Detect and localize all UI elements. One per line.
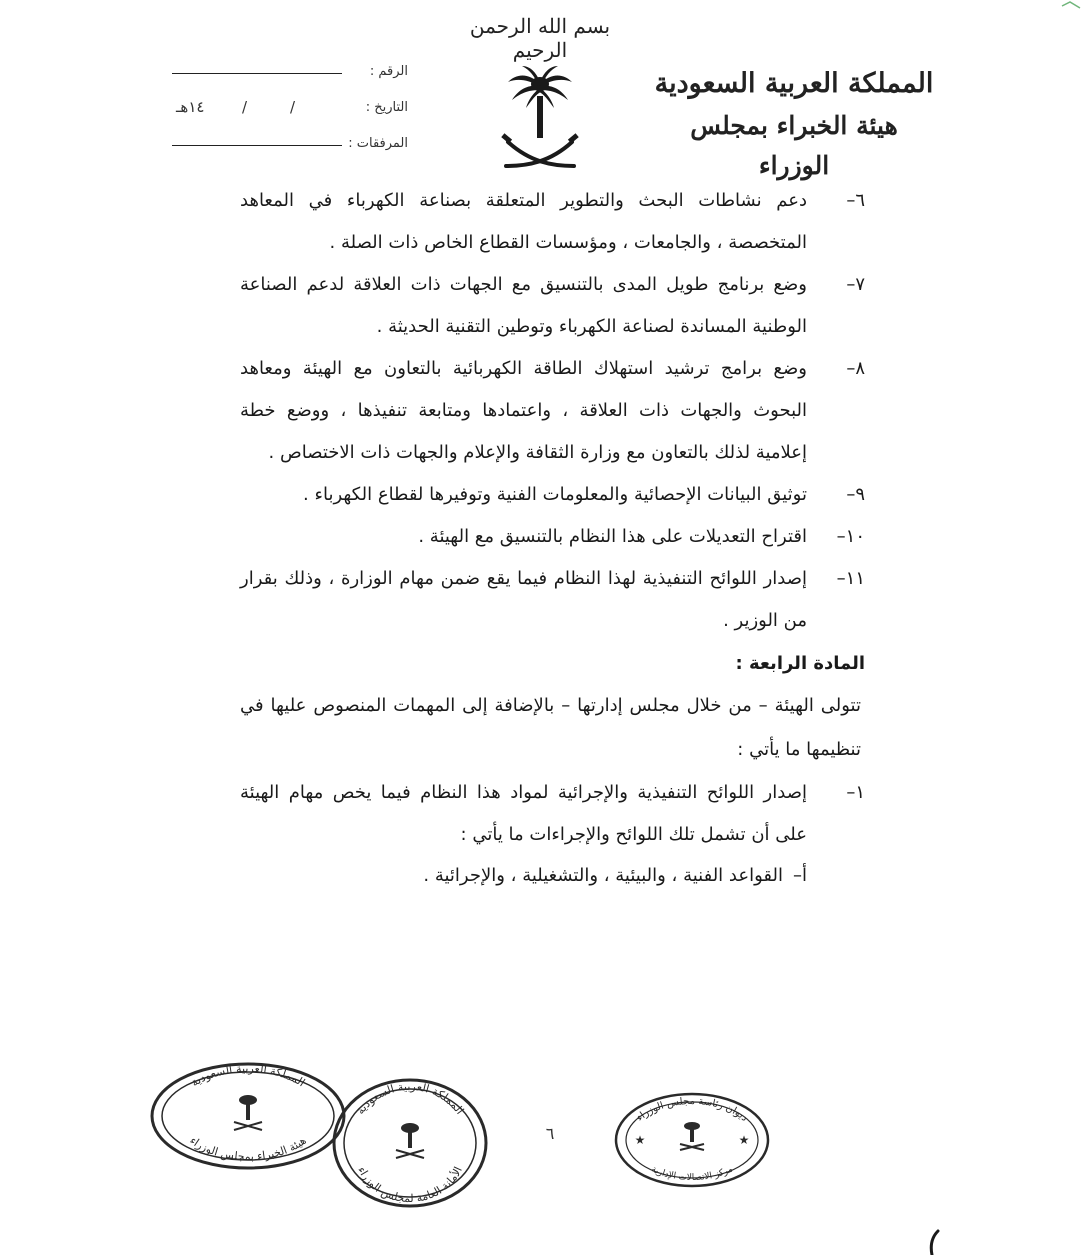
item-text: وضع برامج ترشيد استهلاك الطاقة الكهربائية بالتعاون مع الهيئة ومعاهد البحوث والجهات ذات العلاقة ، واعتمادها ومتابعة تنفيذها ، ووضع خطة إعلامية لذلك بالتعاون مع وزارة الثقافة والإعلام والجهات ذات الاختصاص . bbox=[240, 358, 807, 463]
attachments-row bbox=[172, 130, 422, 166]
page-number: ٦ bbox=[545, 1124, 555, 1143]
svg-text:★: ★ bbox=[634, 1133, 646, 1147]
item-text: اقتراح التعديلات على هذا النظام بالتنسيق مع الهيئة . bbox=[418, 526, 807, 547]
item-text: دعم نشاطات البحث والتطوير المتعلقة بصناعة الكهرباء في المعاهد المتخصصة ، والجامعات ، ومؤسسات القطاع الخاص ذات الصلة . bbox=[240, 190, 807, 253]
svg-text:هيئة الخبراء بمجلس الوزراء bbox=[187, 1134, 309, 1163]
org-sub-name: هيئة الخبراء بمجلس الوزراء bbox=[690, 111, 898, 180]
org-name: المملكة العربية السعودية bbox=[654, 68, 934, 99]
attachments-label: المرفقات : bbox=[348, 136, 408, 151]
reference-number-label: الرقم : bbox=[369, 64, 408, 79]
date-separator: / bbox=[242, 98, 248, 116]
item-number: ٩– bbox=[846, 484, 865, 505]
item-text: وضع برنامج طويل المدى بالتنسيق مع الجهات ذات العلاقة لدعم الصناعة الوطنية المساندة لصناعة الكهرباء وتوطين التقنية الحديثة . bbox=[240, 274, 807, 337]
basmala: بسم الله الرحمن الرحيم bbox=[469, 14, 611, 62]
palm-swords-emblem-icon bbox=[500, 62, 580, 178]
list-item bbox=[240, 264, 865, 348]
svg-text:★: ★ bbox=[738, 1133, 750, 1147]
list-item bbox=[240, 558, 865, 642]
svg-text:المملكة العربية السعودية bbox=[189, 1062, 307, 1089]
organization-header bbox=[654, 62, 934, 186]
list-item bbox=[240, 772, 865, 856]
svg-text:مركز الاتصالات الإدارية bbox=[649, 1164, 734, 1183]
sub-item-text: القواعد الفنية ، والبيئية ، والتشغيلية ، والإجرائية . bbox=[423, 865, 783, 886]
stamp-text-top: المملكة العربية السعودية bbox=[188, 1061, 308, 1090]
sub-list-item bbox=[240, 856, 865, 896]
date-separator: / bbox=[290, 98, 296, 116]
item-text: إصدار اللوائح التنفيذية لهذا النظام فيما يقع ضمن مهام الوزارة ، وذلك بقرار من الوزير . bbox=[240, 568, 807, 631]
item-number: ٦– bbox=[846, 190, 865, 211]
stamp-text-top: ديوان رئاسة مجلس الوزراء bbox=[634, 1095, 750, 1124]
reference-number-row bbox=[172, 58, 422, 94]
svg-text:المملكة العربية السعودية bbox=[354, 1080, 467, 1117]
article-heading: المادة الرابعة : bbox=[735, 653, 865, 674]
handwritten-mark bbox=[920, 1225, 950, 1255]
list-item bbox=[240, 474, 865, 516]
item-number: ٨– bbox=[846, 358, 865, 379]
list-item bbox=[240, 348, 865, 474]
corner-tick-mark bbox=[1060, 0, 1084, 10]
cabinet-office-stamp bbox=[612, 1090, 772, 1190]
stamp-text-bottom: مركز الاتصالات الإدارية bbox=[649, 1164, 735, 1184]
list-item bbox=[240, 516, 865, 558]
list-item bbox=[240, 180, 865, 264]
stamp-text-bottom: الأمانة العامة لمجلس الوزراء bbox=[355, 1164, 465, 1206]
hijri-year-suffix: ١٤هـ bbox=[176, 98, 205, 116]
sub-item-letter: أ– bbox=[792, 865, 807, 886]
reference-number-line bbox=[172, 73, 342, 74]
experts-commission-stamp bbox=[148, 1060, 348, 1170]
reference-fields bbox=[172, 58, 422, 166]
item-text: إصدار اللوائح التنفيذية والإجرائية لمواد هذا النظام فيما يخص مهام الهيئة على أن تشمل تلك اللوائح والإجراءات ما يأتي : bbox=[240, 782, 807, 845]
stamp-text-bottom: هيئة الخبراء بمجلس الوزراء bbox=[187, 1133, 309, 1164]
article-intro: تتولى الهيئة – من خلال مجلس إدارتها – بالإضافة إلى المهمات المنصوص عليها في تنظيمها ما يأتي : bbox=[240, 695, 861, 760]
attachments-line bbox=[172, 145, 342, 146]
general-secretariat-stamp bbox=[330, 1076, 490, 1210]
item-number: ٧– bbox=[846, 274, 865, 295]
stamp-text-top: المملكة العربية السعودية bbox=[353, 1079, 467, 1117]
item-number: ١١– bbox=[836, 568, 865, 589]
item-text: توثيق البيانات الإحصائية والمعلومات الفنية وتوفيرها لقطاع الكهرباء . bbox=[303, 484, 807, 505]
document-body bbox=[240, 180, 865, 896]
date-label: التاريخ : bbox=[365, 100, 408, 115]
date-row bbox=[172, 94, 422, 130]
item-number: ١– bbox=[846, 782, 865, 803]
item-number: ١٠– bbox=[836, 526, 865, 547]
